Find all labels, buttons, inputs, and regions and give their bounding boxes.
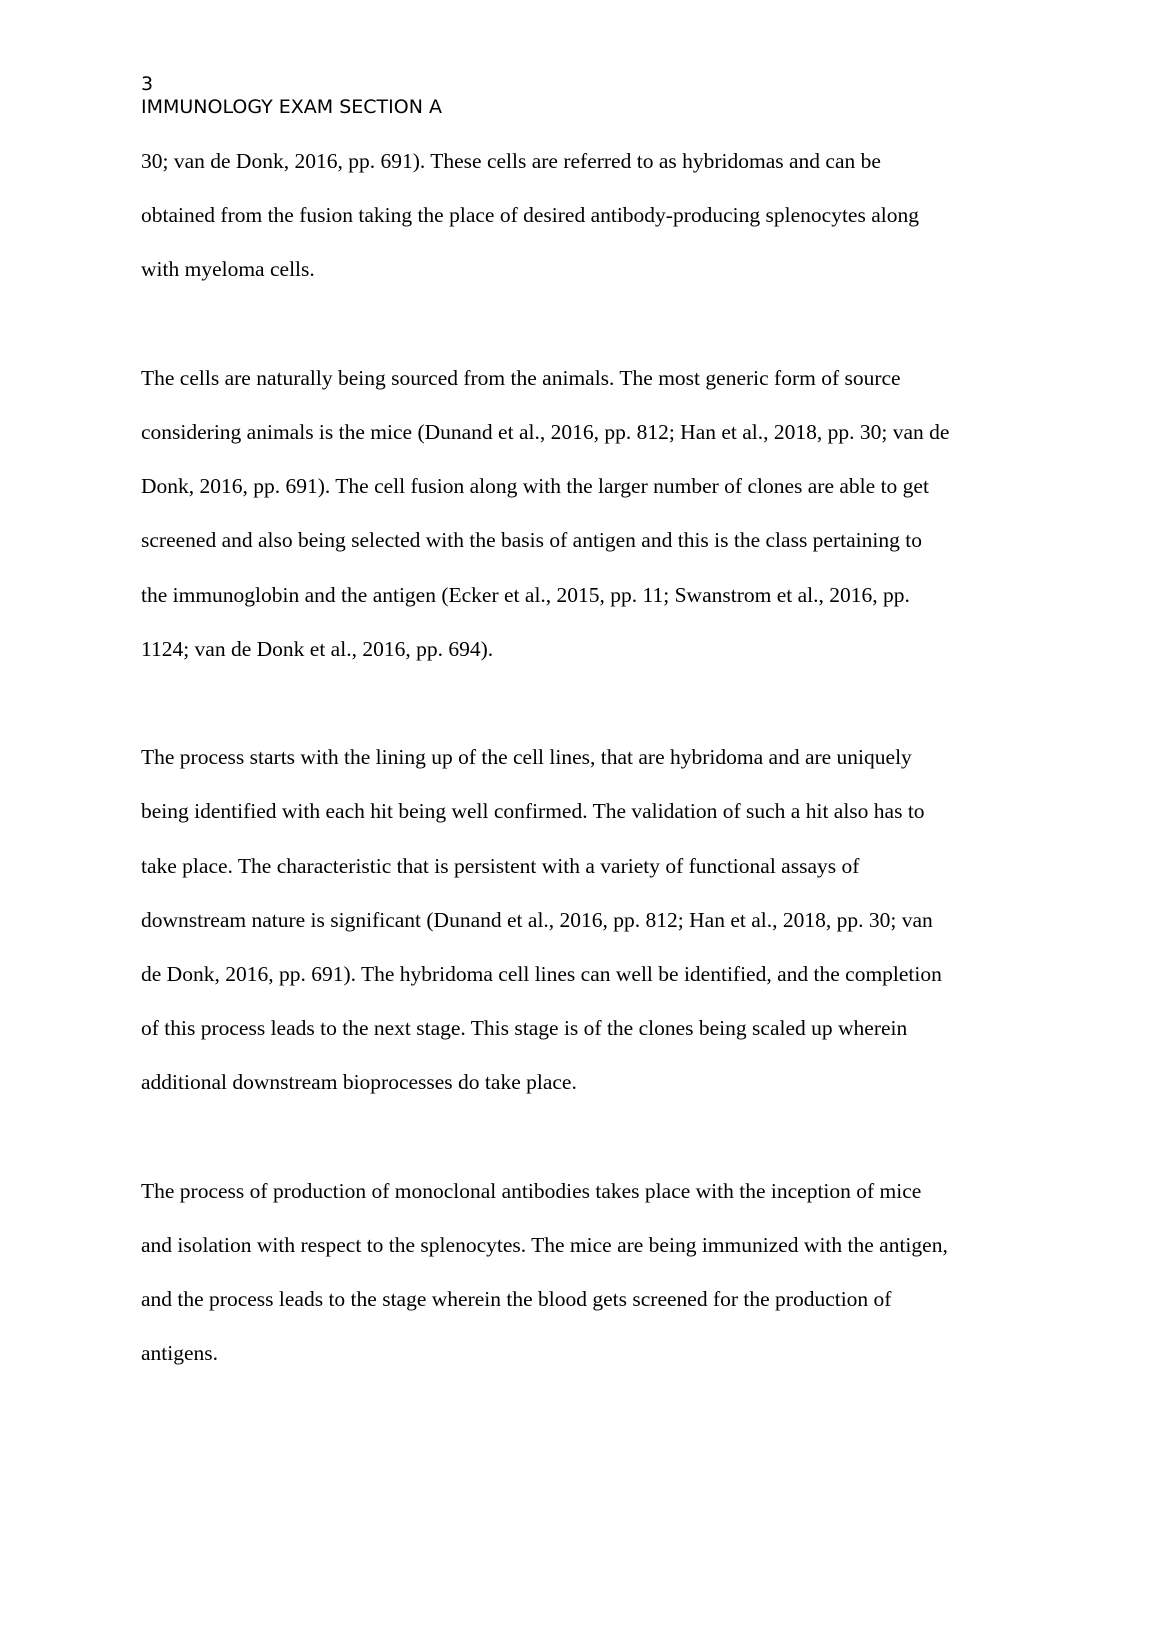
text-line: and isolation with respect to the splenocytes. The mice are being immunized with the antigen, [141,1233,948,1258]
text-line: 30; van de Donk, 2016, pp. 691). These cells are referred to as hybridomas and can be [141,149,881,173]
running-title: IMMUNOLOGY EXAM SECTION A [141,96,442,118]
page-header [141,73,442,119]
paragraph-3 [141,730,1041,1109]
text-line: The cells are naturally being sourced from the animals. The most generic form of source [141,365,901,390]
paragraph-1 [141,134,1041,297]
page-number: 3 [141,73,154,95]
text-line: with myeloma cells. [141,257,315,282]
text-line: antigens. [141,1341,219,1366]
text-line: additional downstream bioprocesses do take place. [141,1070,577,1095]
text-line: being identified with each hit being well confirmed. The validation of such a hit also has to [141,799,925,824]
text-line: the immunoglobin and the antigen (Ecker et al., 2015, pp. 11; Swanstrom et al., 2016, pp. [141,582,910,607]
document-body [141,134,1041,1381]
text-line: The process of production of monoclonal antibodies takes place with the inception of mice [141,1178,922,1203]
text-line: take place. The characteristic that is persistent with a variety of functional assays of [141,853,860,878]
text-line: 1124; van de Donk et al., 2016, pp. 694). [141,636,494,661]
text-line: considering animals is the mice (Dunand et al., 2016, pp. 812; Han et al., 2018, pp. 30; van de [141,420,950,444]
text-line: Donk, 2016, pp. 691). The cell fusion along with the larger number of clones are able to get [141,474,929,499]
text-line: de Donk, 2016, pp. 691). The hybridoma cell lines can well be identified, and the completion [141,962,942,987]
text-line: downstream nature is significant (Dunand et al., 2016, pp. 812; Han et al., 2018, pp. 30; van [141,907,933,932]
text-line: The process starts with the lining up of the cell lines, that are hybridoma and are uniquely [141,745,912,770]
paragraph-4 [141,1164,1041,1381]
text-line: screened and also being selected with the basis of antigen and this is the class pertaining to [141,528,922,553]
text-line: and the process leads to the stage wherein the blood gets screened for the production of [141,1287,892,1312]
text-line: obtained from the fusion taking the place of desired antibody-producing splenocytes along [141,203,919,228]
paragraph-2 [141,351,1041,676]
text-line: of this process leads to the next stage. This stage is of the clones being scaled up wherein [141,1016,908,1041]
